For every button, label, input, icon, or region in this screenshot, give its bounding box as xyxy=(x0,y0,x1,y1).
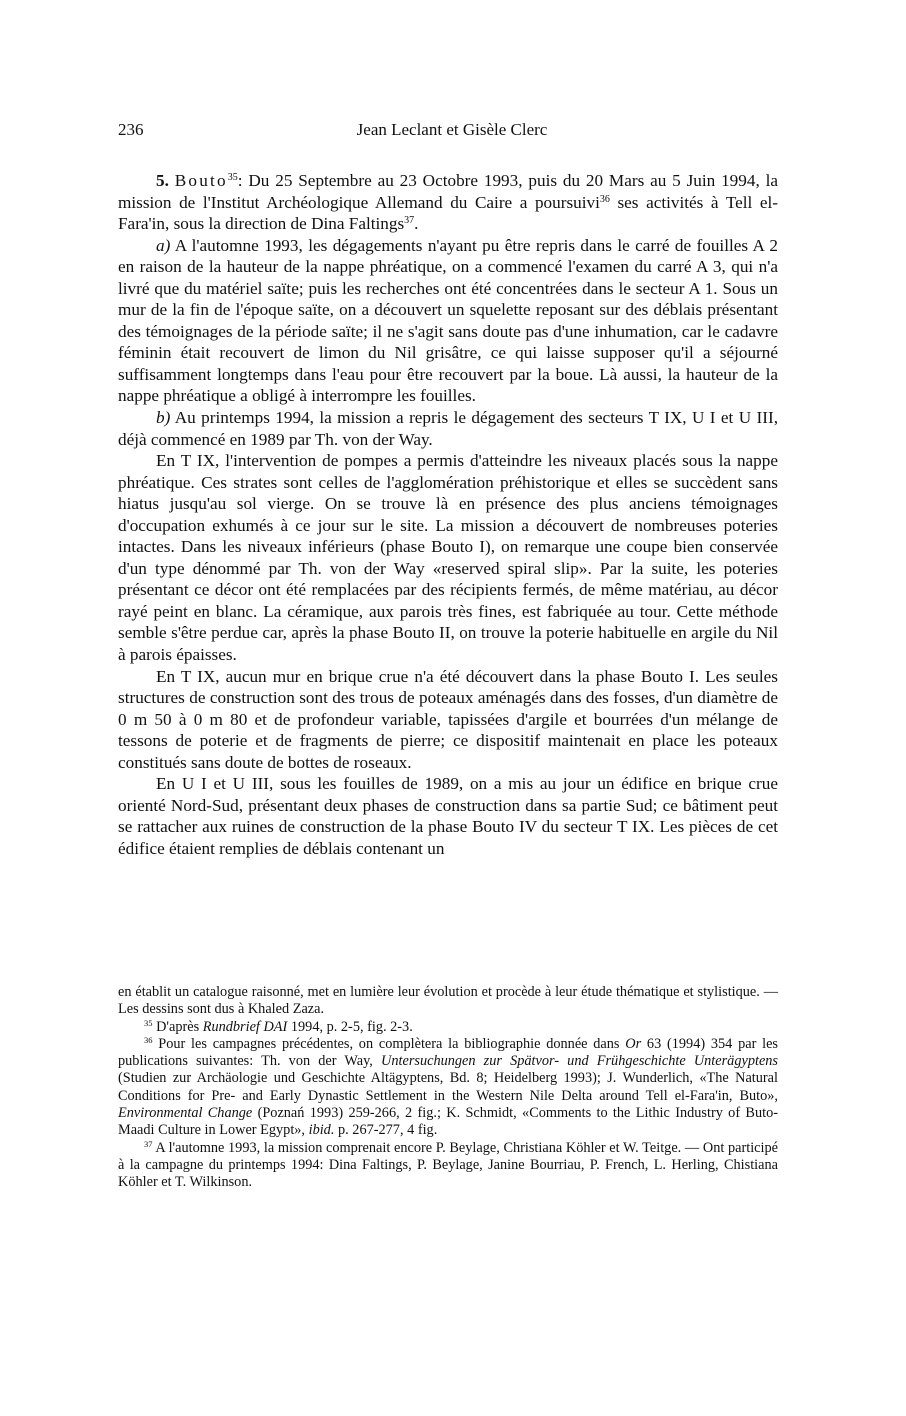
paragraph: En U I et U III, sous les fouilles de 1989, on a mis au jour un édifice en brique crue orienté Nord-Sud, présentant deux phases de construction dans sa partie Sud; ce bâtiment peut se rattacher aux ruines de construction de la phase Bouto IV du secteur T IX. Les pièces de cet édifice étaient remplies de déblais contenant un xyxy=(118,774,778,858)
footnote-37: $^{37}$ A l'automne 1993, la mission comprenait encore P. Beylage, Christiana Köhler et W. Teitge. — Ont participé à la campagne du printemps 1994: Dina Faltings, P. Beylage, Janine Bourriau, P. French, L. Herling, Chistiana Köhler et T. Wilkinson. xyxy=(118,1138,778,1191)
paragraph: 5. Bouto$^{35}$: Du 25 Septembre au 23 Octobre 1993, puis du 20 Mars au 5 Juin 1994, la mission de l'Institut Archéologique Allemand du Caire a poursuivi$^{36}$ ses activités à Tell el-Fara'in, sous la direction de Dina Faltings$^{37}$. xyxy=(118,171,779,234)
footnotes xyxy=(118,984,778,1192)
site-name: Bouto xyxy=(174,171,228,190)
subsection-label: b) xyxy=(156,408,171,428)
page-header xyxy=(118,120,786,144)
footnote-35: $^{35}$ D'après Rundbrief DAI 1994, p. 2-5, fig. 2-3. xyxy=(144,1017,413,1035)
footnote-ref: 35 xyxy=(227,172,238,183)
paragraph: En T IX, aucun mur en brique crue n'a été découvert dans la phase Bouto I. Les seules structures de construction sont des trous de poteaux aménagés dans des fosses, d'un diamètre de 0 m 50 à 0 m 80 et de profondeur variable, tapissées d'argile et bourrées d'un mélange de tessons de poterie et de fragments de pierre; ce dispositif maintenait en place les poteaux constitués sans doute de bottes de roseaux. xyxy=(118,666,778,772)
footnote-ref: 37 xyxy=(404,215,415,227)
paragraph: a) A l'automne 1993, les dégagements n'ayant pu être repris dans le carré de fouilles A 2 en raison de la hauteur de la nappe phréatique, on a commencé l'examen du carré A 3, qui n'a livré que du matériel saïte; puis les recherches ont été concentrées dans le secteur A 1. Sous un mur de la fin de l'époque saïte, on a découvert un squelette reposant sur des déblais présentant des témoignages de la période saïte; il ne s'agit sans doute pas d'une inhumation, car le cadavre féminin était recouvert de limon du Nil grisâtre, ce qui laisse supposer qu'il a séjourné suffisamment longtemps dans l'eau pour être recouvert par la boue. Là aussi, la hauteur de la nappe phréatique a obligé à interrompre les fouilles. xyxy=(118,235,778,406)
subsection-label: a) xyxy=(156,235,171,255)
page-number: 236 xyxy=(118,120,144,139)
footnote-36: $^{36}$ Pour les campagnes précédentes, on complètera la bibliographie donnée dans Or 63 (1994) 354 par les publications suivantes: Th. von der Way, Untersuchungen zur Spätvor- und Frühgeschichte Unterägyptens (Studien zur Archäologie und Geschichte Altägyptens, Bd. 8; Heidelberg 1993); J. Wunderlich, «The Natural Conditions for Pre- and Early Dynastic Settlement in the Western Nile Delta around Tell el-Fara'in, Buto», Environmental Change (Poznań 1993) 259-266, 2 fig.; K. Schmidt, «Comments to the Lithic Industry of Buto-Maadi Culture in Lower Egypt», ibid. p. 267-277, 4 fig. xyxy=(118,1034,778,1139)
paragraph: b) Au printemps 1994, la mission a repris le dégagement des secteurs T IX, U I et U III, déjà commencé en 1989 par Th. von der Way. xyxy=(118,408,778,449)
footnote-continuation: en établit un catalogue raisonné, met en lumière leur évolution et procède à leur étude thématique et stylistique. — Les dessins sont dus à Khaled Zaza. xyxy=(118,984,778,1018)
section-number: 5. xyxy=(156,171,169,190)
running-title: Jean Leclant et Gisèle Clerc xyxy=(356,120,548,139)
main-text xyxy=(118,170,778,860)
paragraph: En T IX, l'intervention de pompes a permis d'atteindre les niveaux placés sous la nappe phréatique. Ces strates sont celles de l'agglomération préhistorique et elles se succèdent sans hiatus jusqu'au sol vierge. On se trouve là en présence des plus anciens témoignages d'occupation exhumés à ce jour sur le site. La mission a découvert de nombreuses poteries intactes. Dans les niveaux inférieurs (phase Bouto I), on remarque une coupe bien conservée d'un type dénommé par Th. von der Way «reserved spiral slip». Par la suite, les poteries présentant ce décor ont été remplacées par des récipients fermés, de même matériau, au décor rayé peint en blanc. La céramique, aux parois très fines, est fabriquée au tour. Cette méthode semble s'être perdue car, après la phase Bouto II, on trouve la poterie habituelle en argile du Nil à parois épaisses. xyxy=(118,451,778,665)
footnote-ref: 36 xyxy=(599,193,610,205)
